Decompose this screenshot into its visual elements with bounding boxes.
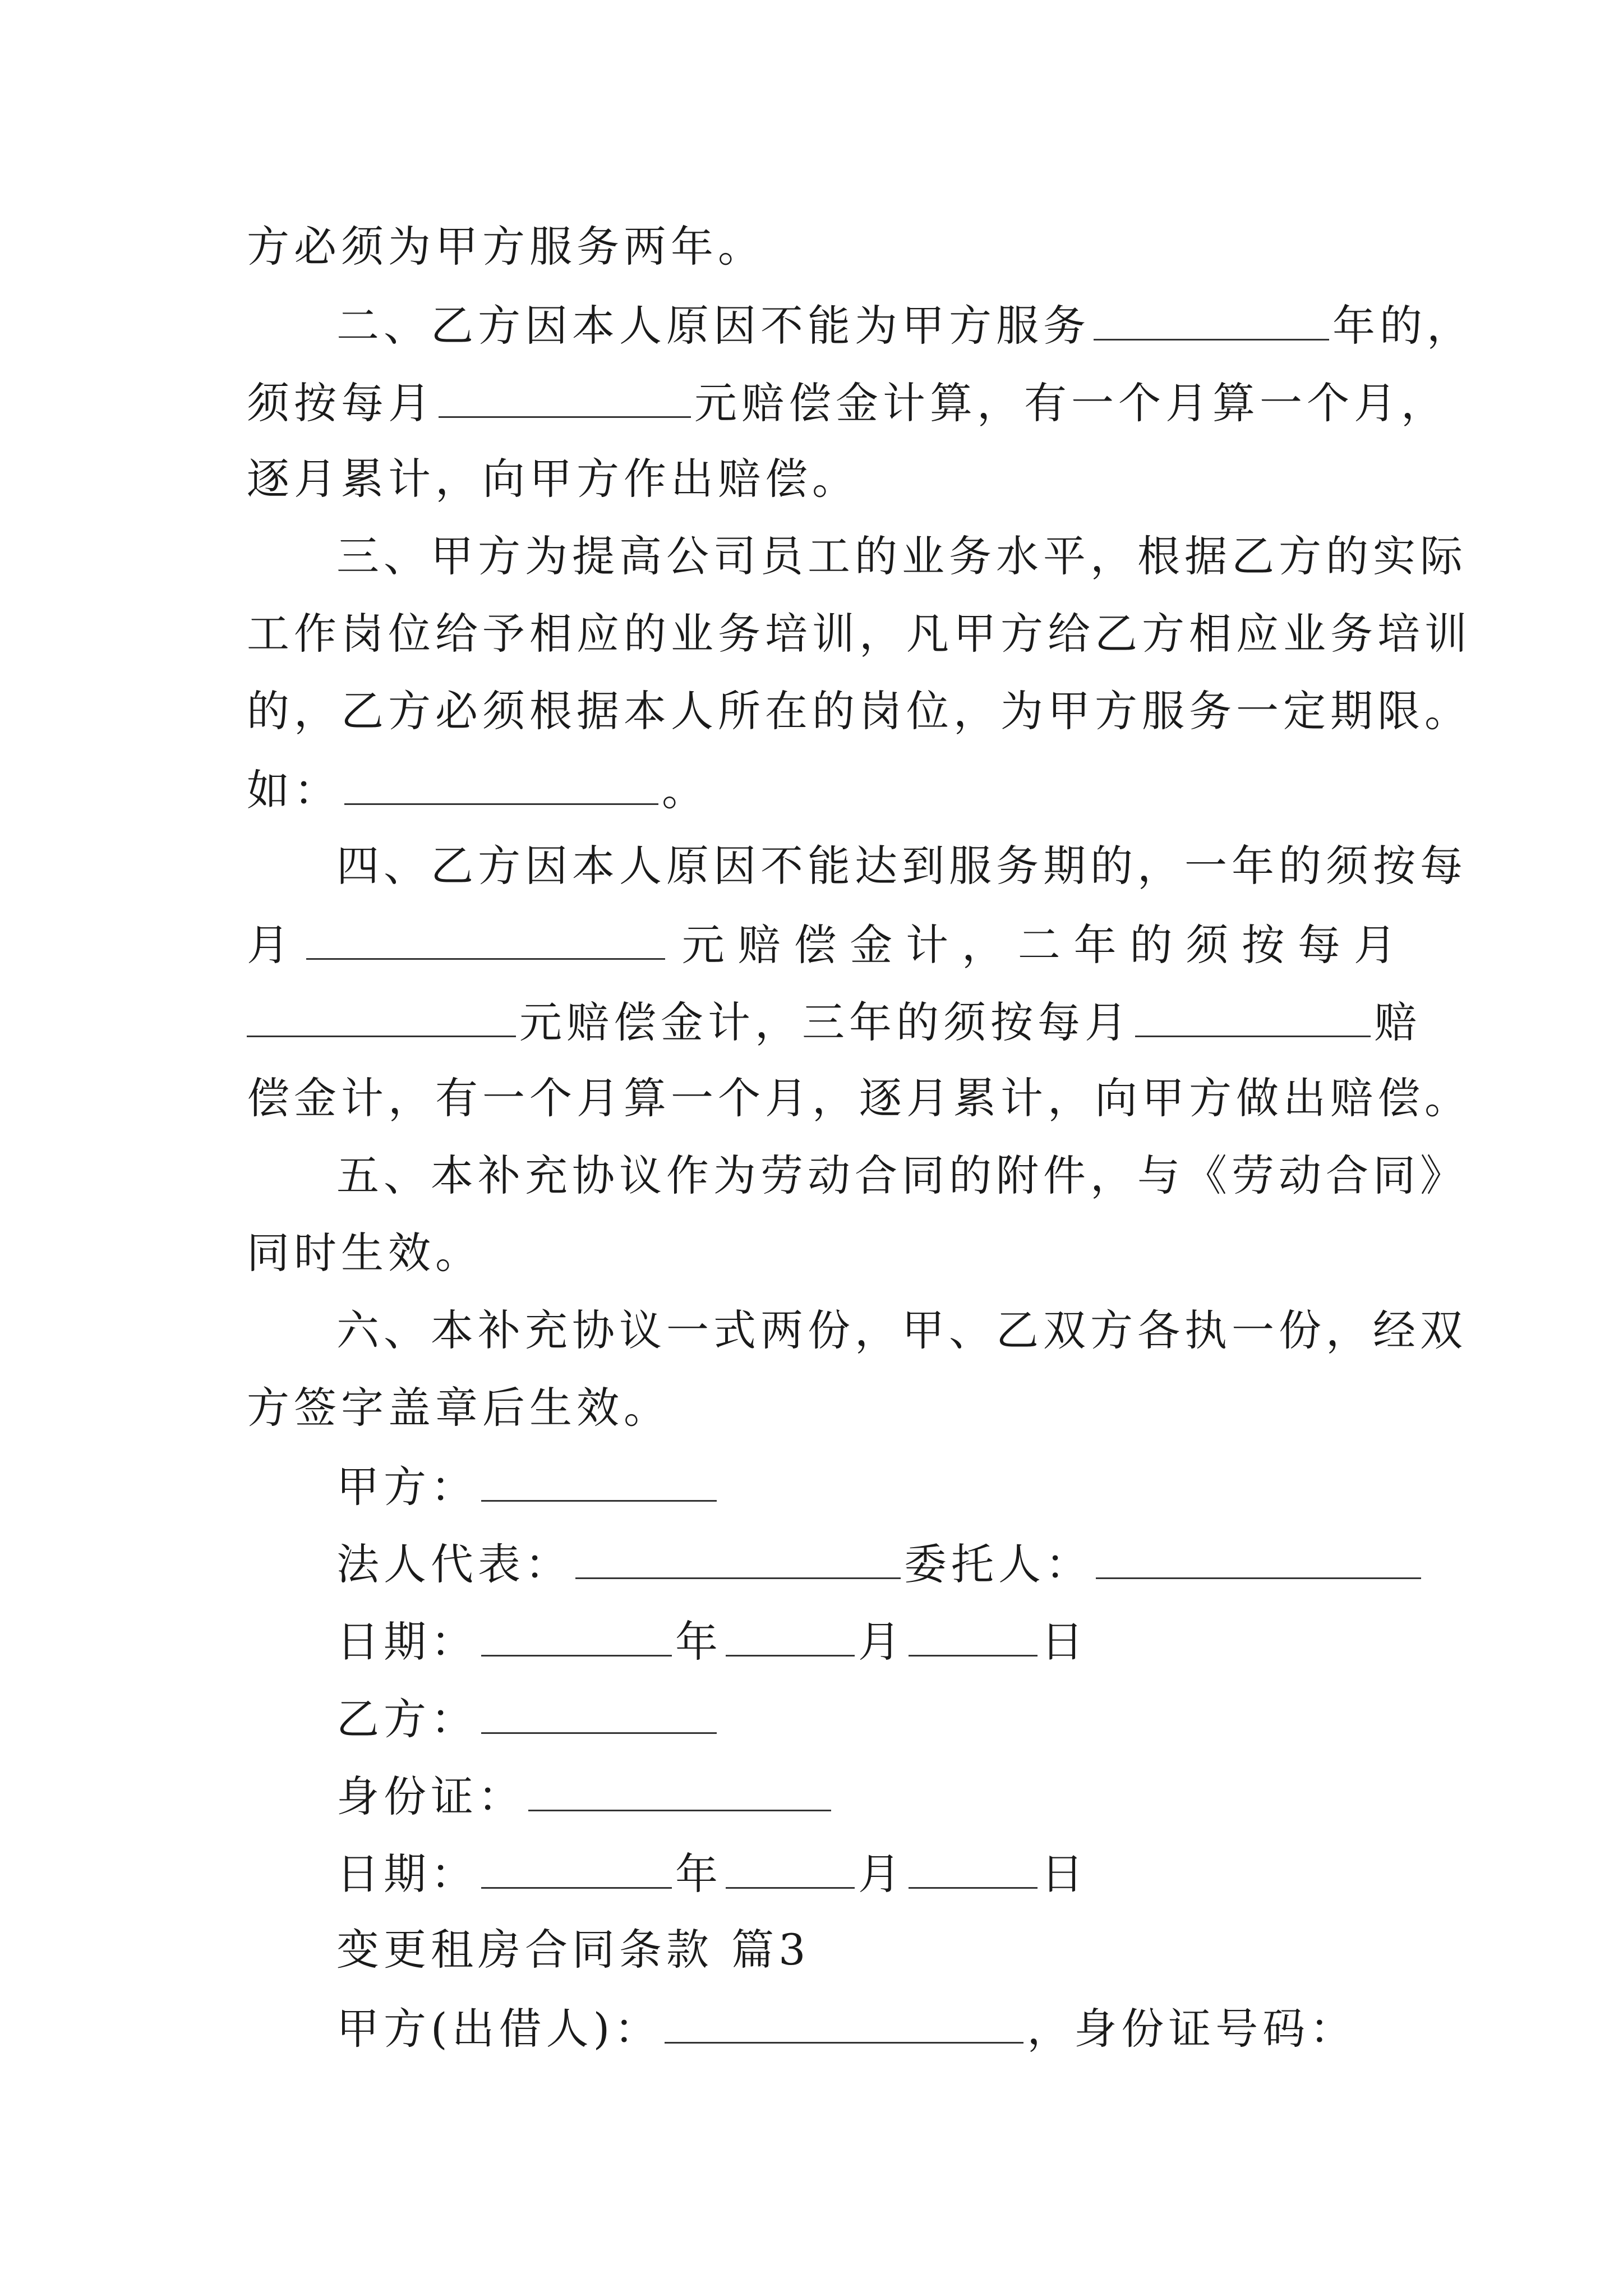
party-a-signature: 甲方： <box>336 1457 1486 1513</box>
party-b-field[interactable] <box>481 1690 717 1734</box>
party-b-date: 日期： 年 月 日 <box>336 1844 1486 1901</box>
entrusted-field[interactable] <box>1096 1535 1421 1579</box>
clause-4-line-4: 偿金计，有一个月算一个月，逐月累计，向甲方做出赔偿。 <box>247 1073 1472 1123</box>
clause-2-line-1: 二、乙方因本人原因不能为甲方服务 年的， <box>336 296 1396 352</box>
blank-field[interactable] <box>1135 993 1371 1037</box>
blank-field[interactable] <box>1094 296 1329 341</box>
lender-line: 甲方(出借人)： ，身份证号码： <box>336 1999 1486 2055</box>
blank-field[interactable] <box>439 374 691 418</box>
legal-rep-signature: 法人代表： 委托人： <box>336 1535 1486 1591</box>
clause-5-line-2: 同时生效。 <box>247 1228 482 1278</box>
party-a-field[interactable] <box>481 1457 717 1502</box>
party-b-signature: 乙方： <box>336 1690 1486 1746</box>
legal-rep-field[interactable] <box>575 1535 901 1579</box>
clause-3-line-2: 工作岗位给予相应的业务培训，凡甲方给乙方相应业务培训 <box>247 609 1472 659</box>
section-title: 变更租房合同条款 篇3 <box>336 1925 810 1975</box>
clause-5-line-1: 五、本补充协议作为劳动合同的附件，与《劳动合同》 <box>336 1151 1467 1200</box>
clause-3-line-4: 如： 。 <box>247 761 1396 817</box>
clause-2-line-3: 逐月累计，向甲方作出赔偿。 <box>247 454 859 504</box>
blank-field[interactable] <box>344 761 658 805</box>
clause-6-line-2: 方签字盖章后生效。 <box>247 1383 671 1433</box>
party-a-date: 日期： 年 月 日 <box>336 1612 1486 1668</box>
month-field[interactable] <box>726 1844 855 1889</box>
blank-field[interactable] <box>247 993 516 1037</box>
year-field[interactable] <box>481 1612 672 1657</box>
clause-2-line-2: 须按每月 元赔偿金计算，有一个月算一个月， <box>247 374 1396 430</box>
clause-3-line-3: 的，乙方必须根据本人所在的岗位，为甲方服务一定期限。 <box>247 686 1472 736</box>
clause-4-line-3: 元赔偿金计，三年的须按每月 赔 <box>247 993 1396 1049</box>
day-field[interactable] <box>909 1844 1038 1889</box>
clause-4-line-1: 四、乙方因本人原因不能达到服务期的，一年的须按每 <box>336 841 1467 891</box>
blank-field[interactable] <box>306 915 665 960</box>
paragraph-line: 方必须为甲方服务两年。 <box>247 222 765 272</box>
clause-6-line-1: 六、本补充协议一式两份，甲、乙双方各执一份，经双 <box>336 1305 1467 1355</box>
day-field[interactable] <box>909 1612 1038 1657</box>
id-card-line: 身份证： <box>336 1767 1486 1823</box>
id-card-field[interactable] <box>528 1767 831 1811</box>
clause-4-line-2: 月 元 赔 偿 金 计 ， 二 年 的 须 按 每 月 <box>247 915 1396 972</box>
year-field[interactable] <box>481 1844 672 1889</box>
month-field[interactable] <box>726 1612 855 1657</box>
lender-name-field[interactable] <box>665 1999 1023 2044</box>
clause-3-line-1: 三、甲方为提高公司员工的业务水平，根据乙方的实际 <box>336 531 1467 581</box>
